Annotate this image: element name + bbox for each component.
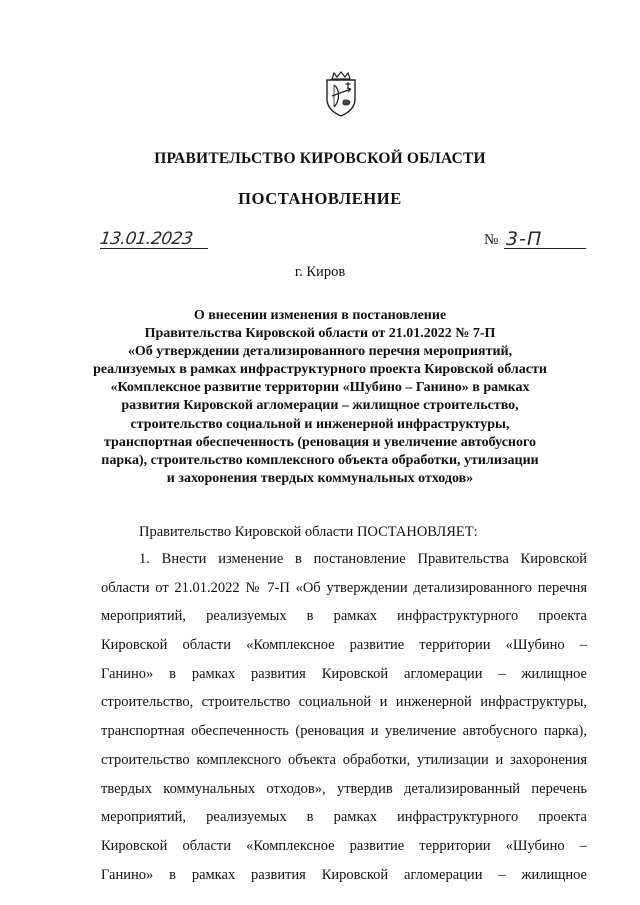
body-line: Кировской области «Комплексное развитие территории «Шубино – xyxy=(101,637,587,654)
body-line: области от 21.01.2022 № 7-П «Об утверждении детализированного перечня xyxy=(101,579,587,596)
document-date: 13.01.2023 xyxy=(98,229,194,249)
number-underline xyxy=(504,248,586,249)
body-line: Кировской области «Комплексное развитие территории «Шубино – xyxy=(101,837,587,854)
document-type: ПОСТАНОВЛЕНИЕ xyxy=(238,189,402,208)
document-number: 3-П xyxy=(506,228,543,250)
subject-line: и захоронения твердых коммунальных отходов» xyxy=(166,470,474,486)
document-date-field xyxy=(100,229,208,251)
body-line: строительство, строительство социальной и инженерной инфраструктуры, xyxy=(101,694,587,711)
body-line: 1. Внести изменение в постановление Правительства Кировской xyxy=(139,551,587,567)
document-body xyxy=(101,545,587,889)
subject-line: реализуемых в рамках инфраструктурного проекта Кировской области xyxy=(93,362,547,378)
body-line: мероприятий, реализуемых в рамках инфраструктурного проекта xyxy=(101,608,587,625)
subject-line: развития Кировской агломерации – жилищное строительство, xyxy=(121,398,519,414)
subject-line: Правительства Кировской области от 21.01.2022 № 7-П xyxy=(144,326,496,342)
date-underline xyxy=(100,248,208,249)
government-name: ПРАВИТЕЛЬСТВО КИРОВСКОЙ ОБЛАСТИ xyxy=(154,150,486,167)
subject-line: транспортная обеспеченность (реновация и увеличение автобусного xyxy=(104,434,536,450)
subject-line: строительство социальной и инженерной инфраструктуры, xyxy=(130,416,510,432)
subject-line: «Об утверждении детализированного перечня мероприятий, xyxy=(127,344,513,360)
preamble: Правительство Кировской области ПОСТАНОВЛЯЕТ: xyxy=(139,524,478,540)
city: г. Киров xyxy=(294,264,346,280)
document-subject xyxy=(60,307,580,488)
body-line: строительство комплексного объекта обработки, утилизации и захоронения xyxy=(101,751,587,768)
document-number-field xyxy=(484,229,586,251)
subject-line: О внесении изменения в постановление xyxy=(193,308,447,323)
kirov-oblast-coat-of-arms-icon xyxy=(323,71,359,117)
body-line: транспортная обеспеченность (реновация и увеличение автобусного парка), xyxy=(101,723,587,740)
body-line: мероприятий, реализуемых в рамках инфраструктурного проекта xyxy=(101,809,587,826)
body-line: твердых коммунальных отходов», утвердив детализированный перечень xyxy=(101,780,587,797)
subject-line: «Комплексное развитие территории «Шубино – Ганино» в рамках xyxy=(110,380,530,396)
body-line: Ганино» в рамках развития Кировской агломерации – жилищное xyxy=(101,665,587,682)
body-line: Ганино» в рамках развития Кировской агломерации – жилищное xyxy=(101,866,587,883)
number-sign: № xyxy=(484,232,499,248)
subject-line: парка), строительство комплексного объекта обработки, утилизации xyxy=(101,452,539,468)
